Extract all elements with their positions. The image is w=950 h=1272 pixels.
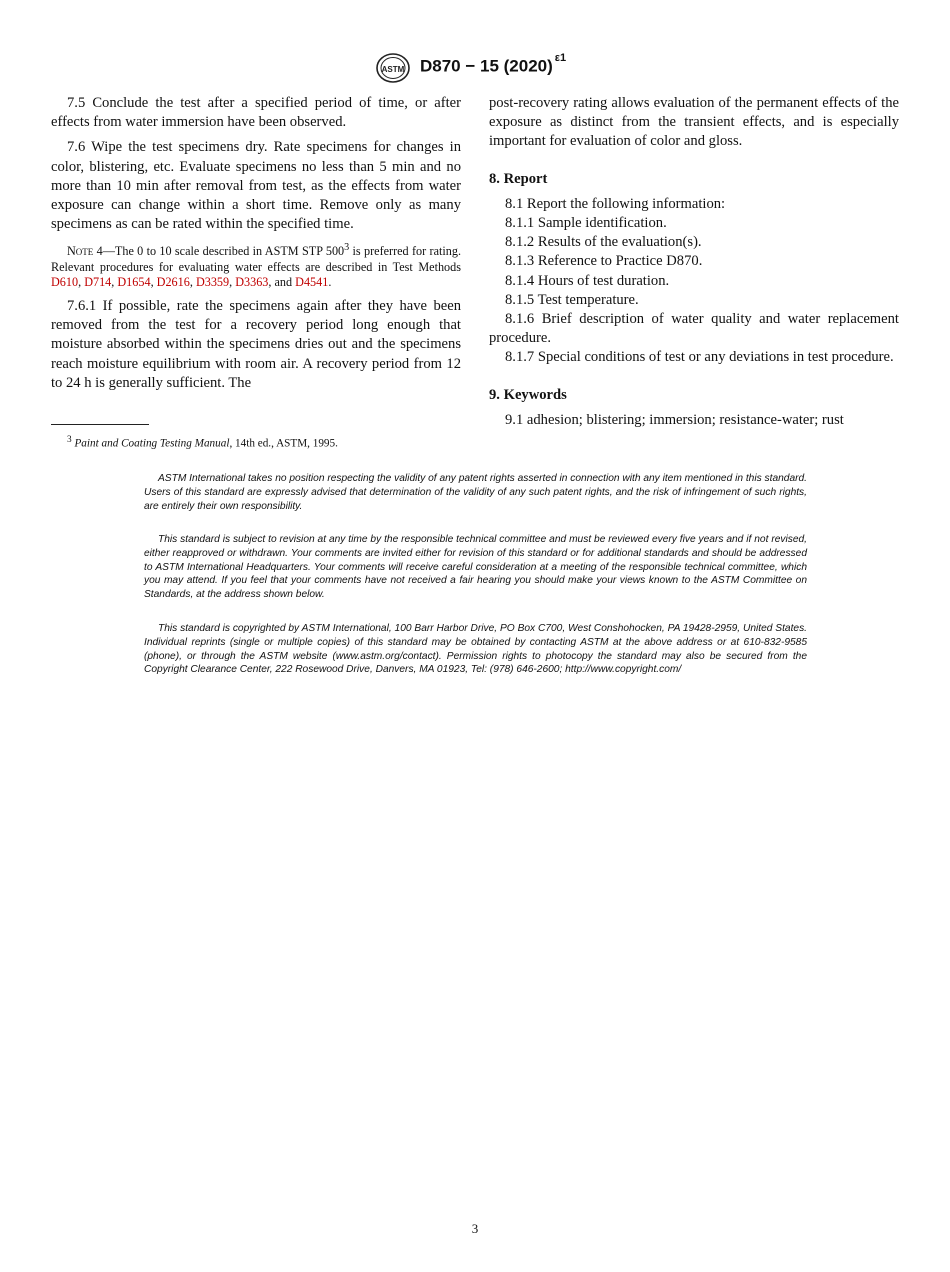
section-7-5: 7.5 Conclude the test after a specified period of time, or after effects from water immersion have been observed. bbox=[51, 95, 461, 131]
note-label: Note bbox=[67, 244, 94, 259]
section-7-6-1: 7.6.1 If possible, rate the specimens again after they have been removed from the test for a recovery period long enough that moisture absorbed within the specimens dries out and the specimens reach moisture equilibrium with room air. A recovery period from 12 to 24 h is generally sufficient. The bbox=[51, 297, 461, 391]
right-column bbox=[489, 94, 899, 430]
link-d610[interactable]: D610 bbox=[51, 275, 79, 290]
legal-patent-notice bbox=[144, 472, 807, 513]
link-d3363[interactable]: D3363 bbox=[235, 275, 269, 290]
note-text-a: 4—The 0 to 10 scale described in ASTM STP 500 bbox=[93, 244, 345, 259]
footnote-rest: , 14th ed., ASTM, 1995. bbox=[229, 437, 338, 450]
astm-logo-text: ASTM bbox=[381, 65, 405, 74]
link-d4541[interactable]: D4541 bbox=[295, 275, 329, 290]
link-d1654[interactable]: D1654 bbox=[117, 275, 151, 290]
section-8-1-6: 8.1.6 Brief description of water quality and water replacement procedure. bbox=[489, 311, 899, 347]
section-8-heading: 8. Report bbox=[489, 170, 548, 187]
legal-revision-notice bbox=[144, 533, 807, 602]
legal-text-2: This standard is subject to revision at any time by the responsible technical committee and must be reviewed every five years and if not revised, either reapproved or withdrawn. Your comments are invited either for revision of this standard or for additional standards and should be addressed to ASTM International Headquarters. Your comments will receive careful consideration at a meeting of the responsible technical committee, which you may attend. If you feel that your comments have not received a fair hearing you should make your views known to the ASTM Committee on Standards, at the address shown below. bbox=[144, 534, 807, 601]
section-8-1-1: 8.1.1 Sample identification. bbox=[505, 215, 667, 232]
section-8-1-3: 8.1.3 Reference to Practice D870. bbox=[505, 253, 703, 270]
footnote-3 bbox=[51, 433, 461, 451]
note-sup: 3 bbox=[344, 242, 350, 254]
footnote-divider bbox=[51, 424, 149, 425]
link-d3359[interactable]: D3359 bbox=[195, 275, 230, 290]
section-8-1-7: 8.1.7 Special conditions of test or any deviations in test procedure. bbox=[505, 349, 894, 366]
section-9-1: 9.1 adhesion; blistering; immersion; resistance-water; rust bbox=[505, 411, 844, 428]
section-8-1-5: 8.1.5 Test temperature. bbox=[505, 291, 639, 308]
legal-text-3: This standard is copyrighted by ASTM International, 100 Barr Harbor Drive, PO Box C700, West Conshohocken, PA 19428-2959, United States. Individual reprints (single or multiple copies) of this standard may be obtained by contacting ASTM at the above address or at 610-832-9585 (phone), or through the ASTM website (www.astm.org/contact). Permission rights to photocopy the standard may also be secured from the Copyright Clearance Center, 222 Rosewood Drive, Danvers, MA 01923, Tel: (978) 646-2600; http://www.copyright.com/ bbox=[144, 623, 807, 676]
document-designation bbox=[420, 52, 567, 77]
section-7-6: 7.6 Wipe the test specimens dry. Rate specimens for changes in color, blistering, etc. Evaluate specimens no less than 5 min and no more than 10 min after removal from test, as the effects from water exposure can change within a short time. Remove only as many specimens as can be rated within the specified time. bbox=[51, 139, 461, 233]
section-8-1: 8.1 Report the following information: bbox=[505, 195, 726, 212]
section-8-1-2: 8.1.2 Results of the evaluation(s). bbox=[505, 234, 702, 251]
legal-text-1: ASTM International takes no position respecting the validity of any patent rights asserted in connection with any item mentioned in this standard. Users of this standard are expressly advised that determination of the validity of any such patent rights, and the risk of infringement of such rights, are entirely their own responsibility. bbox=[144, 473, 807, 512]
designation-epsilon: ε1 bbox=[554, 52, 567, 64]
link-d714[interactable]: D714 bbox=[84, 275, 112, 290]
link-d2616[interactable]: D2616 bbox=[156, 275, 190, 290]
continuation-text: post-recovery rating allows evaluation of the permanent effects of the exposure as distinct from the transient effects, and is especially important for evaluation of color and gloss. bbox=[489, 95, 899, 150]
footnote-title: Paint and Coating Testing Manual bbox=[74, 437, 230, 450]
note-4: Note 4—The 0 to 10 scale described in ASTM STP $500^3$ is preferred for rating. Relevant procedures for evaluating water effects are described in Test Methods D610, D714, D1654, D2616, D3359, D3363, and D4541. bbox=[51, 242, 461, 290]
astm-logo-icon bbox=[375, 52, 411, 84]
section-9-heading: 9. Keywords bbox=[489, 386, 567, 403]
footnote-number: 3 bbox=[67, 435, 72, 445]
section-8-1-4: 8.1.4 Hours of test duration. bbox=[505, 272, 670, 289]
page-header bbox=[0, 50, 950, 90]
note-and: and bbox=[274, 275, 293, 290]
note-text-b: is preferred for rating. Relevant procedures for evaluating water effects are described in Test Methods bbox=[51, 244, 461, 274]
designation-text: D870 − 15 (2020) bbox=[420, 56, 553, 76]
left-column bbox=[51, 94, 461, 393]
legal-copyright-notice bbox=[144, 622, 807, 677]
page-number: 3 bbox=[471, 1221, 479, 1236]
